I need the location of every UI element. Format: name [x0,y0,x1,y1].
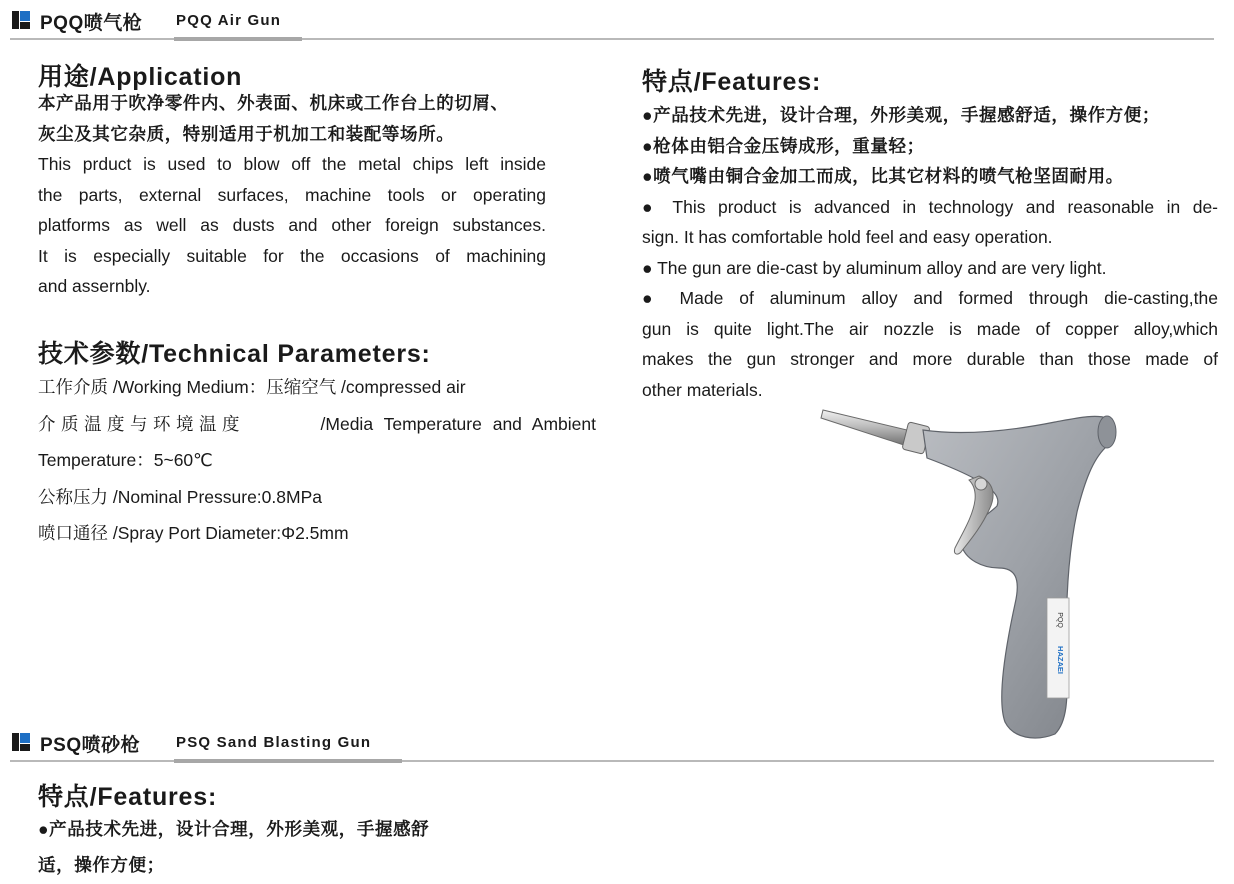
feature-line-en: makes the gun stronger and more durable than those made of [642,349,1218,369]
grip-label-brand: HAZAEI [1056,646,1065,674]
grip-label-model: PQQ [1056,612,1063,628]
param-spray-port-diameter: 喷口通径 /Spray Port Diameter:Φ2.5mm [38,523,349,543]
param-temperature-value: Temperature：5~60℃ [38,450,213,470]
features-heading: 特点/Features: [642,68,822,96]
param-working-medium: 工作介质 /Working Medium：压缩空气 /compressed air [38,377,466,397]
feature-line-en: ● This product is advanced in technology and reasonable in de- [642,196,1218,217]
feature-line-cn: ●枪体由铝合金压铸成形，重量轻； [642,135,925,156]
gun-body [923,416,1113,738]
param-temperature [38,406,596,443]
feature-line-en: ● Made of aluminum alloy and formed through die-casting,the [642,288,1218,308]
application-line: and assernbly. [38,276,151,296]
section-title-en: PQQ Air Gun [176,12,282,29]
application-line: This prduct is used to blow off the metal chips left inside [38,154,546,174]
feature-line-en: sign. It has comfortable hold feel and easy operation. [642,227,1053,247]
param-temperature-en: /Media Temperature and Ambient [320,413,596,434]
feature-line-en: gun is quite light.The air nozzle is made of copper alloy,which [642,318,1218,339]
section-header-pqq [0,0,1214,40]
param-temperature-cn: 介质温度与环境温度 [38,413,245,434]
psq-feature-line: ●产品技术先进，设计合理，外形美观，手握感舒 [38,819,430,839]
grip-label [1047,598,1069,698]
application-text [38,88,546,302]
feature-line-en: other materials. [642,379,763,400]
feature-line-en: ● The gun are die-cast by aluminum alloy and are very light. [642,257,1107,278]
section-divider-tab [174,759,402,763]
section-header-psq [0,722,1214,762]
param-nominal-pressure: 公称压力 /Nominal Pressure:0.8MPa [38,486,322,507]
section-title-en: PSQ Sand Blasting Gun [176,734,372,751]
air-gun-image [815,400,1130,740]
application-line: platforms as well as dusts and other foreign substances. [38,215,546,235]
application-line: 灰尘及其它杂质，特别适用于机加工和装配等场所。 [38,123,455,144]
section-marker-icon [12,733,30,751]
technical-parameters [38,369,596,552]
application-heading: 用途/Application [38,63,243,91]
section-title-cn: PQQ喷气枪 [40,13,143,34]
application-line: 本产品用于吹净零件内、外表面、机床或工作台上的切屑、 [38,93,509,113]
nozzle [821,410,907,446]
technical-heading: 技术参数/Technical Parameters: [38,340,431,368]
psq-features-text [38,811,498,883]
application-line: the parts, external surfaces, machine tools or operating [38,184,546,205]
features-text [642,100,1218,405]
section-marker-icon [12,11,30,29]
feature-line-cn: ●喷气嘴由铜合金加工而成，比其它材料的喷气枪坚固耐用。 [642,166,1124,186]
psq-features-heading: 特点/Features: [38,783,218,811]
section-divider-tab [174,37,302,41]
application-line: It is especially suitable for the occasions of machining [38,245,546,266]
section-title-cn: PSQ喷砂枪 [40,735,141,756]
psq-feature-line: 适，操作方便； [38,855,165,875]
feature-line-cn: ●产品技术先进，设计合理，外形美观，手握感舒适，操作方便； [642,105,1160,125]
